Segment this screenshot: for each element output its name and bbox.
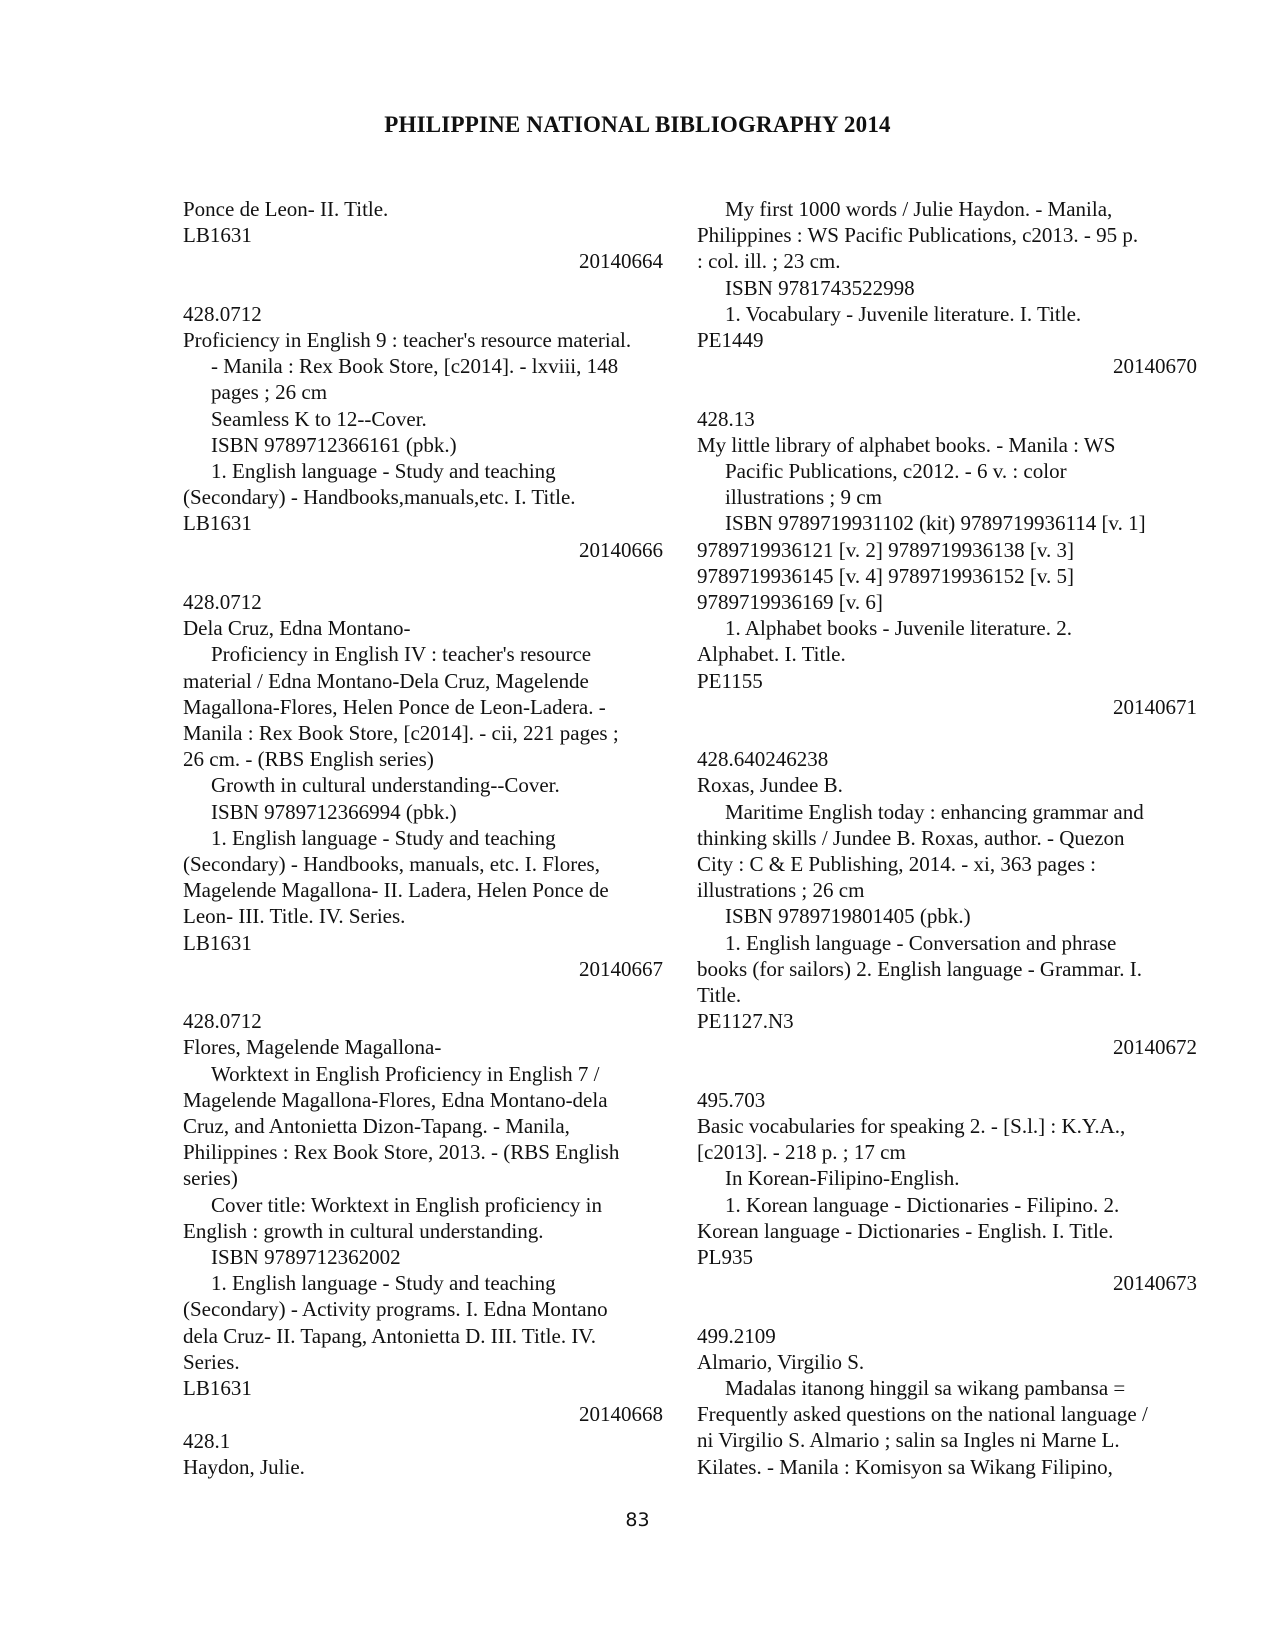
entry-line: illustrations ; 9 cm <box>725 485 882 510</box>
entry-line: My little library of alphabet books. - Manila : WS <box>697 432 1116 457</box>
entry-line: - Manila : Rex Book Store, [c2014]. - lxviii, 148 <box>211 354 619 379</box>
entry-line: 1. Alphabet books - Juvenile literature. 2. <box>725 616 1073 641</box>
entry-line: Cruz, and Antonietta Dizon-Tapang. - Manila, <box>183 1114 570 1139</box>
entry-line: In Korean-Filipino-English. <box>725 1166 960 1191</box>
entry-line: 9789719936169 [v. 6] <box>697 590 883 615</box>
entry-line: 428.640246238 <box>697 747 829 772</box>
blank-line <box>697 379 1197 405</box>
entry-line: 9789719936121 [v. 2] 9789719936138 [v. 3] <box>697 537 1074 562</box>
entry-line: 1. English language - Conversation and phrase <box>725 930 1117 955</box>
record-number: 20140668 <box>579 1402 663 1427</box>
left-column <box>183 196 663 1480</box>
entry-line: dela Cruz- II. Tapang, Antonietta D. III. Title. IV. <box>183 1323 597 1348</box>
entry-line: 26 cm. - (RBS English series) <box>183 747 434 772</box>
entry-line: Proficiency in English IV : teacher's resource <box>211 642 592 667</box>
entry-line: Growth in cultural understanding--Cover. <box>211 773 560 798</box>
blank-line <box>697 720 1197 746</box>
entry-line: 428.0712 <box>183 301 262 326</box>
right-column <box>697 196 1197 1480</box>
page-number: 83 <box>625 1509 650 1531</box>
entry-line: PE1127.N3 <box>697 1009 794 1034</box>
entry-line: Leon- III. Title. IV. Series. <box>183 904 406 929</box>
entry-line: Ponce de Leon- II. Title. <box>183 197 389 221</box>
entry-line: [c2013]. - 218 p. ; 17 cm <box>697 1140 906 1165</box>
entry-line: Manila : Rex Book Store, [c2014]. - cii, 221 pages ; <box>183 721 619 746</box>
entry-line: Worktext in English Proficiency in English 7 / <box>211 1061 600 1086</box>
entry-line: ISBN 9781743522998 <box>725 275 915 300</box>
entry-line: 9789719936145 [v. 4] 9789719936152 [v. 5] <box>697 563 1074 588</box>
entry-line: Philippines : Rex Book Store, 2013. - (RBS English <box>183 1140 620 1165</box>
record-number: 20140672 <box>1113 1035 1197 1060</box>
entry-line: Roxas, Jundee B. <box>697 773 843 798</box>
entry-line: Title. <box>697 983 742 1008</box>
entry-line: Series. <box>183 1349 240 1374</box>
entry-line: Maritime English today : enhancing grammar and <box>725 799 1144 824</box>
entry-line: (Secondary) - Activity programs. I. Edna Montano <box>183 1297 608 1322</box>
entry-line: My first 1000 words / Julie Haydon. - Manila, <box>725 197 1113 221</box>
entry-line: Magallona-Flores, Helen Ponce de Leon-Ladera. - <box>183 694 606 719</box>
entry-line: 1. English language - Study and teaching <box>211 459 556 484</box>
record-number: 20140670 <box>1113 354 1197 379</box>
entry-line: Korean language - Dictionaries - English. I. Title. <box>697 1218 1114 1243</box>
entry-line: 1. Vocabulary - Juvenile literature. I. Title. <box>725 301 1082 326</box>
entry-line: Flores, Magelende Magallona- <box>183 1035 442 1060</box>
entry-line: 428.0712 <box>183 1009 262 1034</box>
entry-line: LB1631 <box>183 1376 252 1401</box>
entry-line: 428.13 <box>697 406 755 431</box>
entry-line: 428.1 <box>183 1428 231 1453</box>
entry-line: : col. ill. ; 23 cm. <box>697 249 841 274</box>
record-number: 20140671 <box>1113 694 1197 719</box>
entry-line: (Secondary) - Handbooks,manuals,etc. I. Title. <box>183 485 576 510</box>
entry-line: ni Virgilio S. Almario ; salin sa Ingles ni Marne L. <box>697 1428 1120 1453</box>
entry-line: illustrations ; 26 cm <box>697 878 865 903</box>
entry-line: Pacific Publications, c2012. - 6 v. : color <box>725 459 1067 484</box>
blank-line <box>183 563 663 589</box>
entry-line: LB1631 <box>183 511 252 536</box>
entry-line: Philippines : WS Pacific Publications, c2013. - 95 p. <box>697 223 1139 248</box>
entry-line: LB1631 <box>183 223 252 248</box>
record-number: 20140666 <box>579 537 663 562</box>
entry-line: Madalas itanong hinggil sa wikang pambansa = <box>725 1376 1126 1401</box>
entry-line: books (for sailors) 2. English language - Grammar. I. <box>697 956 1142 981</box>
entry-line: (Secondary) - Handbooks, manuals, etc. I. Flores, <box>183 852 600 877</box>
entry-line: ISBN 9789712366994 (pbk.) <box>211 799 457 824</box>
page-title: PHILIPPINE NATIONAL BIBLIOGRAPHY 2014 <box>384 112 891 137</box>
record-number: 20140673 <box>1113 1271 1197 1296</box>
entry-line: series) <box>183 1166 238 1191</box>
entry-line: Cover title: Worktext in English proficiency in <box>211 1192 603 1217</box>
entry-line: Alphabet. I. Title. <box>697 642 846 667</box>
entry-line: Proficiency in English 9 : teacher's resource material. <box>183 328 632 352</box>
entry-line: PE1449 <box>697 328 764 353</box>
entry-line: ISBN 9789719801405 (pbk.) <box>725 904 971 929</box>
entry-line: thinking skills / Jundee B. Roxas, author. - Quezon <box>697 825 1125 850</box>
blank-line <box>183 982 663 1008</box>
entry-line: Kilates. - Manila : Komisyon sa Wikang Filipino, <box>697 1454 1113 1479</box>
entry-line: Dela Cruz, Edna Montano- <box>183 616 411 641</box>
entry-line: ISBN 9789712366161 (pbk.) <box>211 432 457 457</box>
entry-line: 428.0712 <box>183 590 262 615</box>
blank-line <box>697 1296 1197 1322</box>
entry-line: Magelende Magallona-Flores, Edna Montano-dela <box>183 1087 608 1112</box>
entry-line: Magelende Magallona- II. Ladera, Helen Ponce de <box>183 878 609 903</box>
entry-line: City : C & E Publishing, 2014. - xi, 363 pages : <box>697 852 1097 877</box>
entry-line: Basic vocabularies for speaking 2. - [S.l.] : K.Y.A., <box>697 1114 1126 1139</box>
entry-line: 499.2109 <box>697 1323 776 1348</box>
entry-line: pages ; 26 cm <box>211 380 328 405</box>
entry-line: ISBN 9789719931102 (kit) 9789719936114 [v. 1] <box>725 511 1146 536</box>
entry-line: Seamless K to 12--Cover. <box>211 406 427 431</box>
entry-line: PE1155 <box>697 668 763 693</box>
entry-line: Frequently asked questions on the national language / <box>697 1402 1148 1427</box>
record-number: 20140664 <box>579 249 663 274</box>
entry-line: 1. English language - Study and teaching <box>211 825 556 850</box>
entry-line: 495.703 <box>697 1087 766 1112</box>
entry-line: Almario, Virgilio S. <box>697 1349 865 1374</box>
entry-line: PL935 <box>697 1245 754 1270</box>
entry-line: ISBN 9789712362002 <box>211 1245 401 1270</box>
entry-line: material / Edna Montano-Dela Cruz, Magelende <box>183 668 589 693</box>
entry-line: English : growth in cultural understanding. <box>183 1218 544 1243</box>
record-number: 20140667 <box>579 956 663 981</box>
blank-line <box>183 275 663 301</box>
entry-line: Haydon, Julie. <box>183 1454 305 1479</box>
entry-line: 1. English language - Study and teaching <box>211 1271 556 1296</box>
entry-line: LB1631 <box>183 930 252 955</box>
entry-line: 1. Korean language - Dictionaries - Filipino. 2. <box>725 1192 1120 1217</box>
blank-line <box>697 1061 1197 1087</box>
